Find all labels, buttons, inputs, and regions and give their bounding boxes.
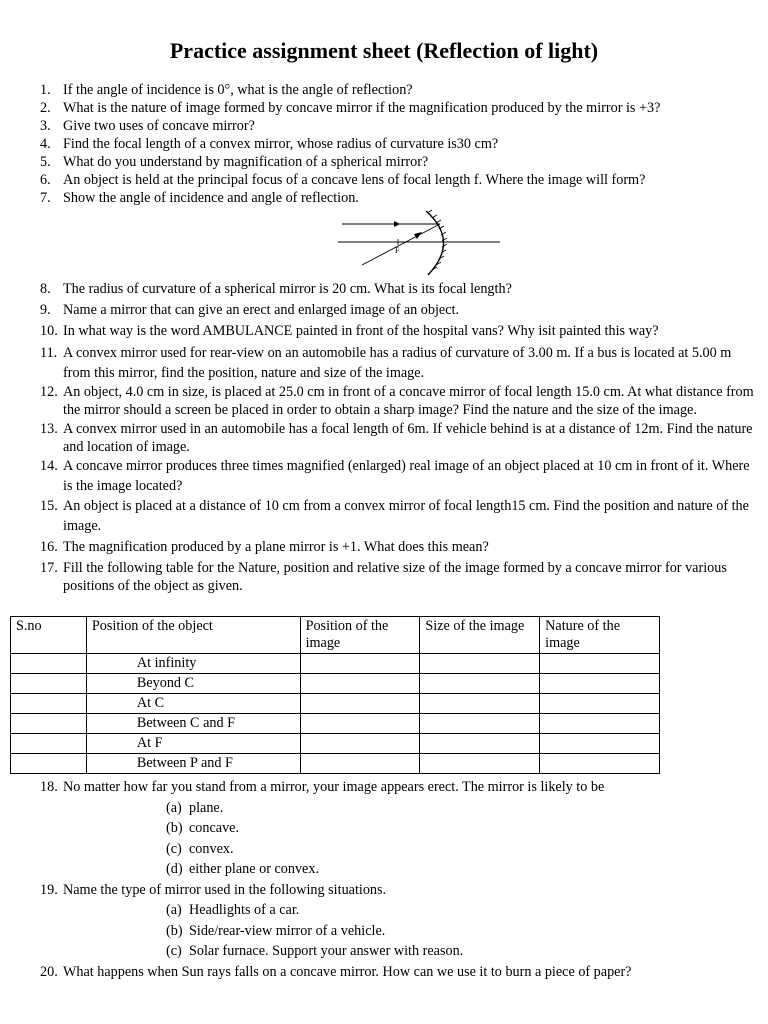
option-item: (a) plane. (166, 799, 224, 816)
header-image-nature: Nature of the image (540, 617, 660, 654)
focus-label: F (395, 246, 400, 255)
option-list (63, 798, 760, 880)
question-item: 14. A concave mirror produces three times magnified (enlarged) real image of an object placed at 10 cm in front of it. Where is the image located? (40, 458, 750, 494)
object-position-cell: Between C and F (86, 714, 300, 734)
question-item: 3. Give two uses of concave mirror? (40, 118, 255, 134)
mirror-hatching (427, 210, 447, 270)
object-position-cell: Between P and F (86, 754, 300, 774)
question-list-top (40, 81, 760, 207)
object-position-cell: At infinity (86, 654, 300, 674)
question-item: 13. A convex mirror used in an automobile has a focal length of 6m. If vehicle behind is at a distance of 12m. Find the nature and location of image. (40, 421, 753, 455)
table-row (11, 714, 660, 734)
question-item: 4. Find the focal length of a convex mirror, whose radius of curvature is30 cm? (40, 136, 499, 152)
question-item: 17. Fill the following table for the Nature, position and relative size of the image formed by a concave mirror for various positions of the object as given. (40, 560, 727, 594)
page-title: Practice assignment sheet (Reflection of light) (169, 38, 599, 63)
option-item: (c) Solar furnace. Support your answer with reason. (166, 943, 464, 959)
object-position-cell: At F (86, 734, 300, 754)
header-image-position: Position of the image (300, 617, 420, 654)
table-header-row (11, 617, 660, 654)
question-item: 8. The radius of curvature of a spherical mirror is 20 cm. What is its focal length? (40, 281, 512, 297)
incident-ray-arrow (394, 221, 400, 227)
object-position-cell: At C (86, 694, 300, 714)
question-item: 11. A convex mirror used for rear-view on an automobile has a radius of curvature of 3.00 m. If a bus is located at 5.00 m from this mirror, find the position, nature and size of the image. (40, 345, 732, 381)
question-item: 1. If the angle of incidence is 0°, what is the angle of reflection? (40, 82, 413, 98)
table-row (11, 674, 660, 694)
question-item: 7. Show the angle of incidence and angle of reflection. (40, 190, 359, 206)
image-formation-table (10, 616, 660, 774)
question-item: 10. In what way is the word AMBULANCE painted in front of the hospital vans? Why isit painted this way? (40, 323, 659, 339)
table-row (11, 754, 660, 774)
question-item: 20. What happens when Sun rays falls on a concave mirror. How can we use it to burn a piece of paper? (40, 963, 632, 980)
option-item: (d) either plane or convex. (166, 861, 319, 877)
header-object-position: Position of the object (86, 617, 300, 654)
question-item: 19. Name the type of mirror used in the following situations. (a) Headlights of a car. (b) Side/rear-view mirror of a vehicle. (c) Solar furnace. Support your answer with reason. (40, 880, 760, 962)
question-item: 16. The magnification produced by a plane mirror is +1. What does this mean? (40, 539, 489, 555)
question-item: 9. Name a mirror that can give an erect and enlarged image of an object. (40, 302, 460, 318)
option-item: (b) concave. (166, 820, 240, 836)
header-sno: S.no (11, 617, 87, 654)
question-list-bottom (40, 777, 760, 982)
question-item: 12. An object, 4.0 cm in size, is placed at 25.0 cm in front of a concave mirror of focal length 15.0 cm. At what distance from the mirror should a screen be placed in order to obtain a sharp image? Find the nature and the size of the image. (40, 384, 754, 418)
option-item: (b) Side/rear-view mirror of a vehicle. (166, 922, 386, 939)
reflection-ray-diagram (334, 207, 504, 279)
table-row (11, 654, 660, 674)
table-row (11, 734, 660, 754)
reflected-ray (362, 224, 440, 265)
question-item: 6. An object is held at the principal focus of a concave lens of focal length f. Where the image will form? (40, 172, 646, 188)
option-list (63, 900, 760, 962)
question-item: 15. An object is placed at a distance of 10 cm from a convex mirror of focal length15 cm. Find the position and nature of the image. (40, 498, 749, 534)
question-item: 5. What do you understand by magnification of a spherical mirror? (40, 154, 429, 170)
table-row (11, 694, 660, 714)
option-item: (a) Headlights of a car. (166, 902, 300, 918)
header-image-size: Size of the image (420, 617, 540, 654)
reflected-ray-arrow (414, 232, 422, 239)
question-item: 2. What is the nature of image formed by concave mirror if the magnification produced by the mirror is +3? (40, 100, 661, 116)
question-item: 18. No matter how far you stand from a mirror, your image appears erect. The mirror is likely to be (a) plane. (b) concave. (c) convex. (d) either plane or convex. (40, 777, 760, 880)
object-position-cell: Beyond C (86, 674, 300, 694)
concave-mirror-curve (426, 211, 444, 275)
question-list-middle (40, 280, 760, 595)
option-item: (c) convex. (166, 840, 234, 857)
